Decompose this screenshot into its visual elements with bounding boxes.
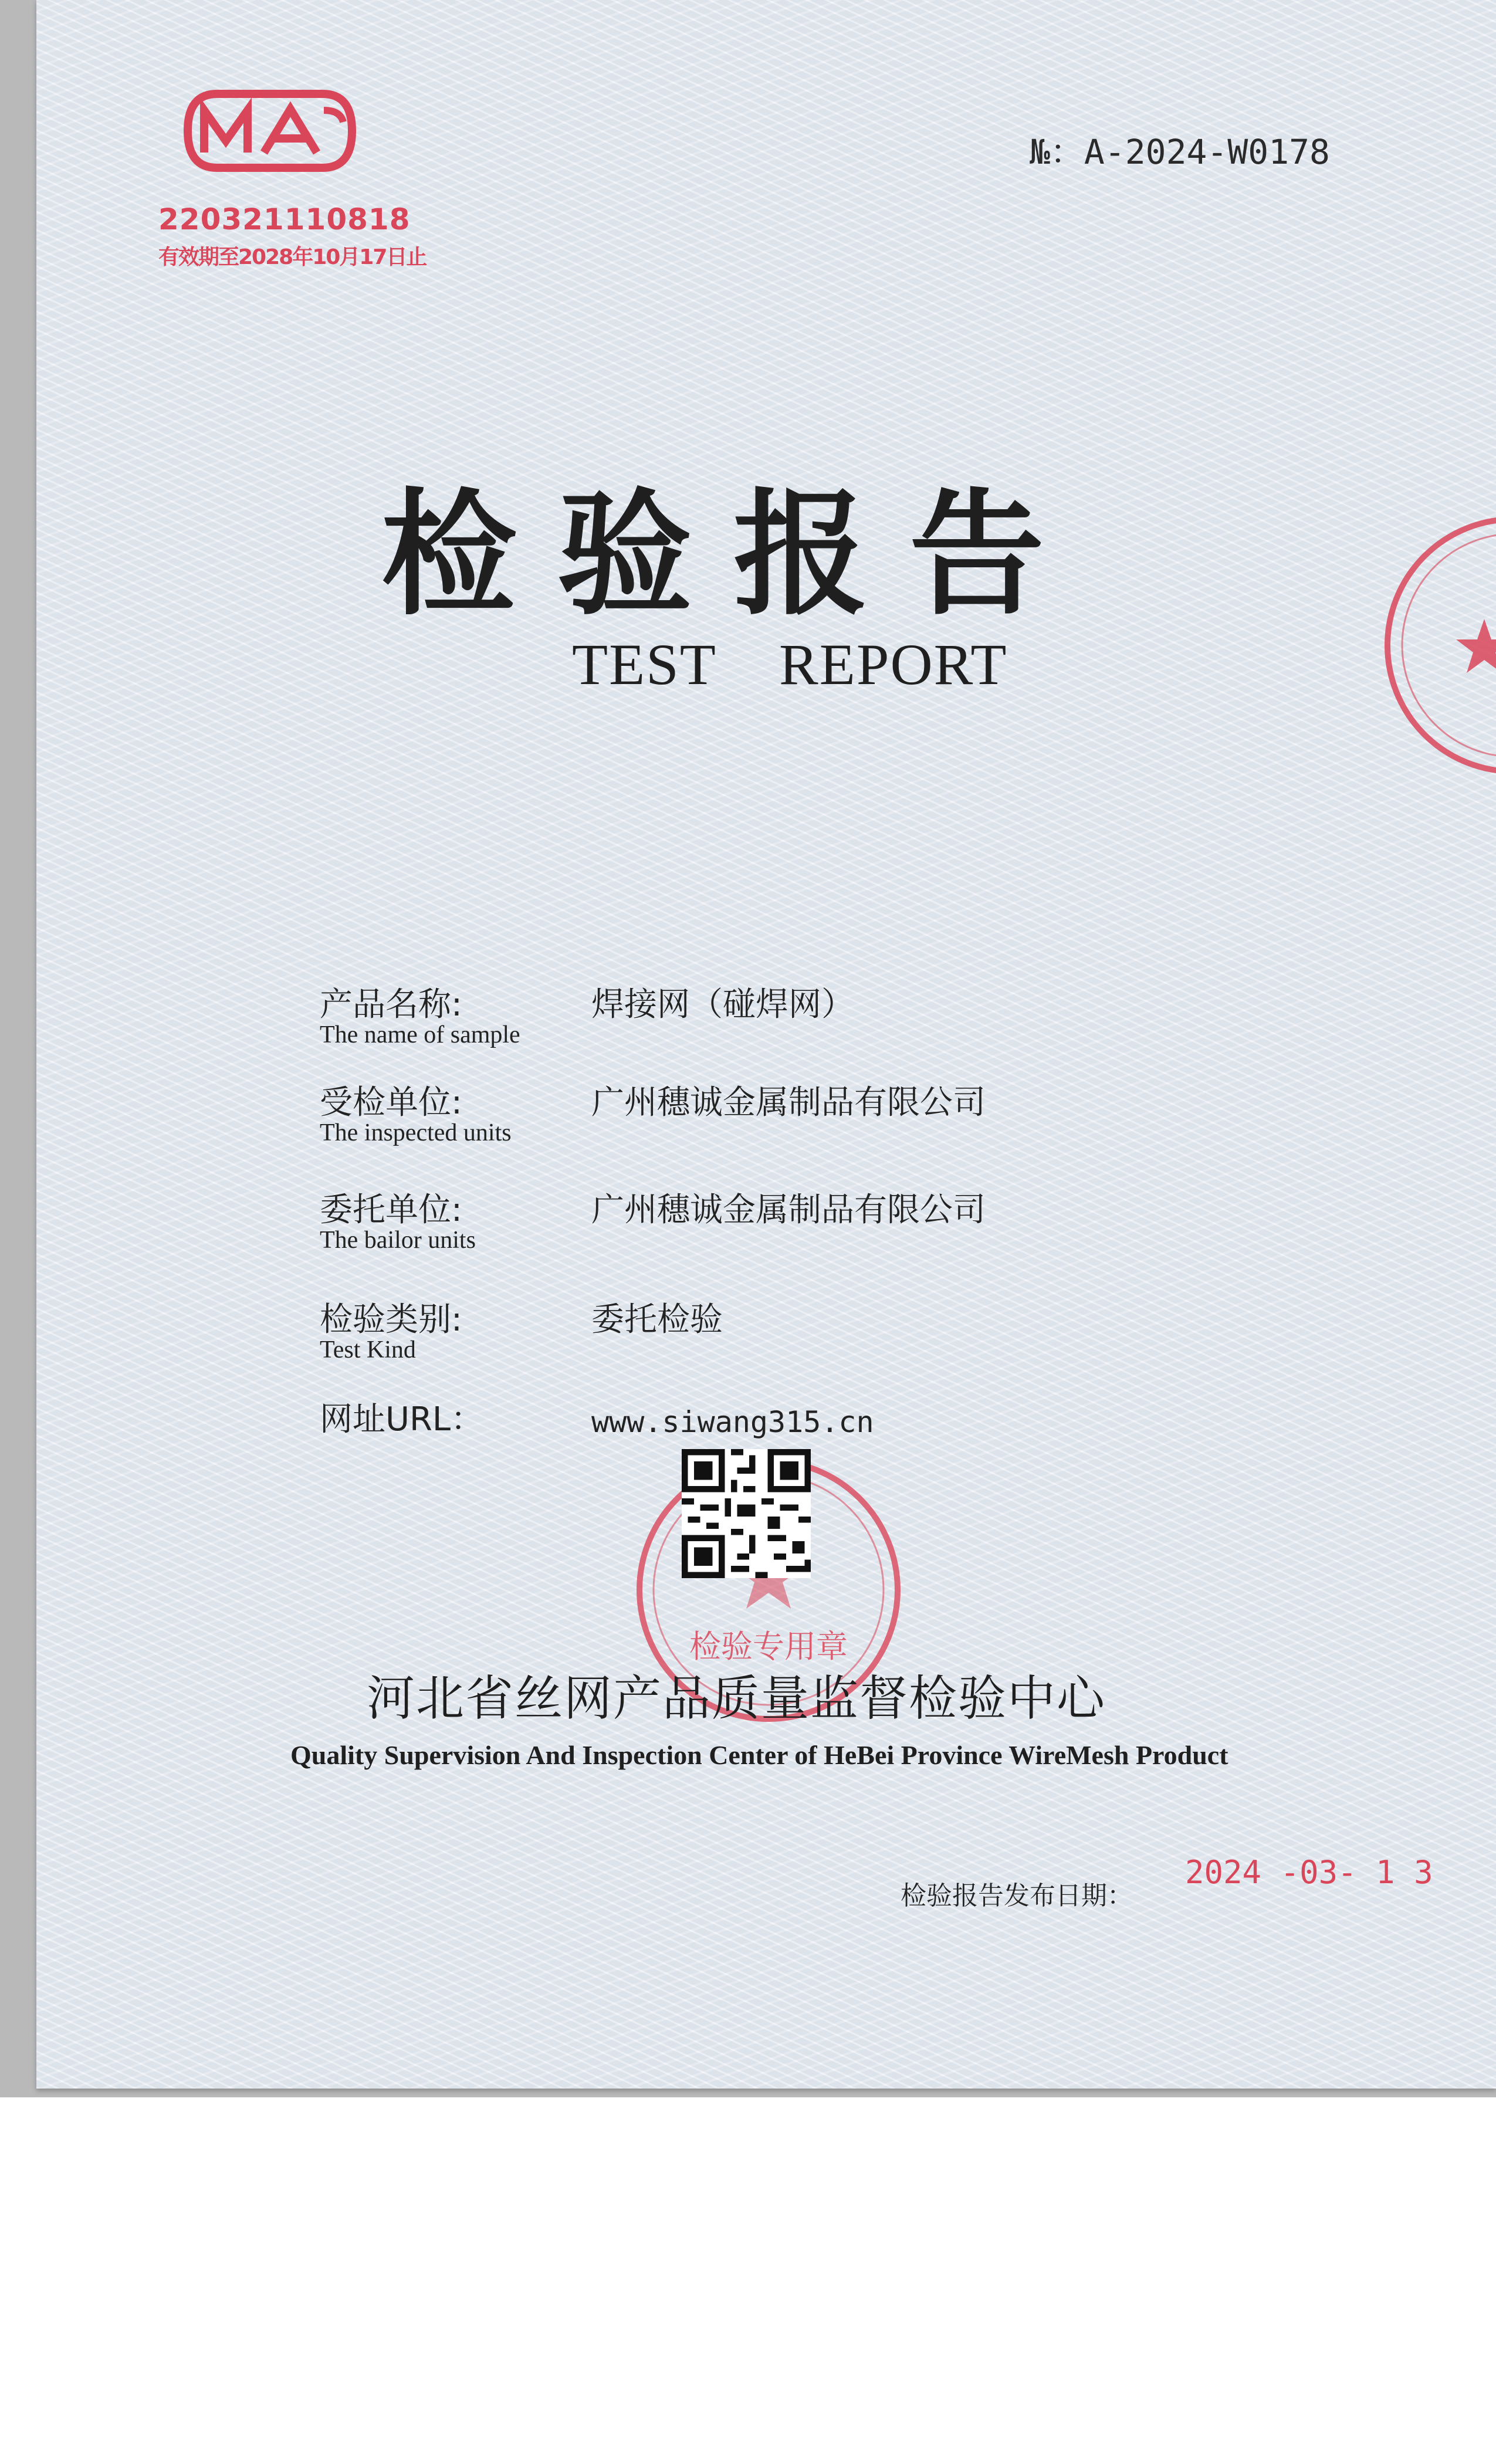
cma-certificate-code: 220321110818 bbox=[158, 202, 411, 236]
field-value-test-kind: 委托检验 bbox=[591, 1301, 723, 1339]
field-label-bailor-unit: 委托单位: bbox=[320, 1191, 462, 1229]
cma-validity-text: 有效期至2028年10月17日止 bbox=[158, 245, 427, 269]
field-sublabel-bailor-unit: The bailor units bbox=[320, 1227, 476, 1254]
report-cover-page bbox=[36, 0, 1496, 2089]
field-sublabel-inspected-unit: The inspected units bbox=[320, 1119, 512, 1146]
issue-date-stamp: 2024 -03- 1 3 bbox=[1185, 1854, 1433, 1891]
cma-logo bbox=[176, 87, 364, 175]
title-english: TEST REPORT bbox=[572, 632, 1008, 697]
field-value-bailor-unit: 广州穗诚金属制品有限公司 bbox=[591, 1191, 986, 1229]
field-label-test-kind: 检验类别: bbox=[320, 1301, 462, 1339]
title-chinese: 检验报告 bbox=[381, 477, 1085, 634]
organization-name-english: Quality Supervision And Inspection Center of HeBei Province WireMesh Product bbox=[290, 1740, 1228, 1770]
organization-name-chinese: 河北省丝网产品质量监督检验中心 bbox=[367, 1671, 1106, 1727]
field-label-url: 网址URL： bbox=[320, 1400, 484, 1439]
field-sublabel-sample-name: The name of sample bbox=[320, 1021, 520, 1048]
partial-seal-right bbox=[1367, 499, 1496, 792]
field-value-sample-name: 焊接网（碰焊网） bbox=[591, 986, 854, 1024]
report-number: №：A-2024-W0178 bbox=[1030, 132, 1330, 172]
qr-code[interactable] bbox=[682, 1449, 811, 1578]
field-sublabel-test-kind: Test Kind bbox=[320, 1336, 416, 1363]
field-label-inspected-unit: 受检单位: bbox=[320, 1084, 462, 1122]
seal-text: 检验专用章 bbox=[689, 1628, 848, 1665]
field-label-sample-name: 产品名称: bbox=[320, 986, 462, 1024]
field-value-inspected-unit: 广州穗诚金属制品有限公司 bbox=[591, 1084, 986, 1122]
field-value-url[interactable]: www.siwang315.cn bbox=[591, 1405, 874, 1439]
issue-date-label: 检验报告发布日期： bbox=[901, 1881, 1133, 1911]
